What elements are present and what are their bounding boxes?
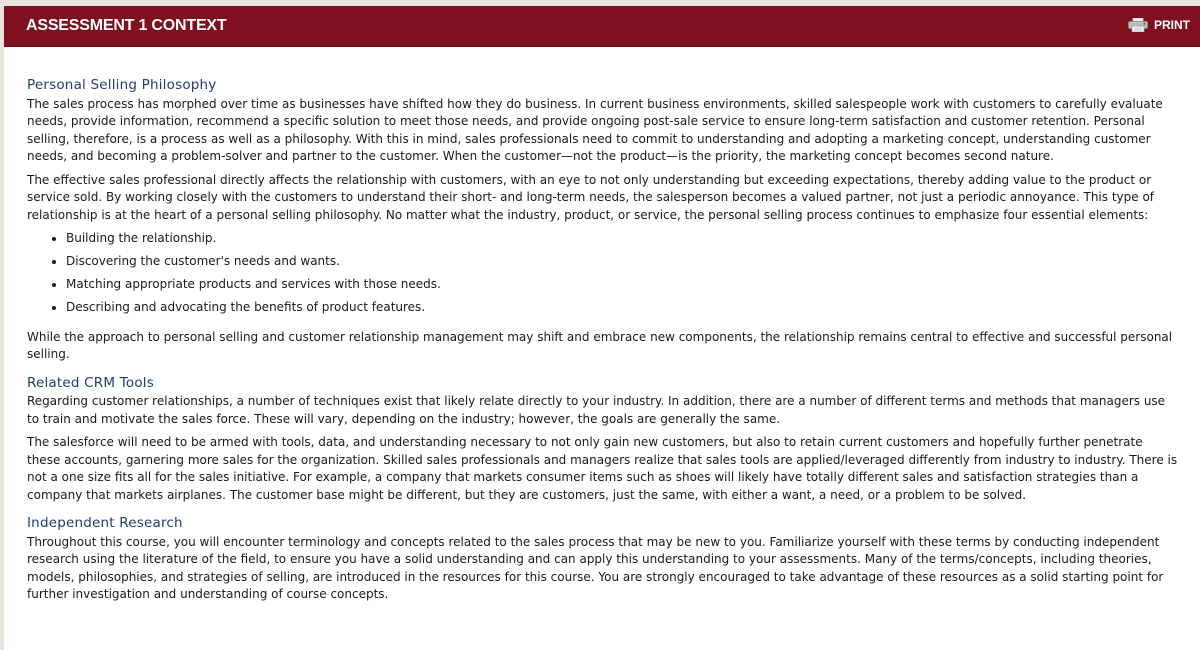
- section-heading: Personal Selling Philosophy: [27, 77, 217, 93]
- print-label: PRINT: [1154, 18, 1190, 32]
- content-body: [4, 47, 1200, 604]
- list-item: • Building the relationship.: [66, 230, 1178, 248]
- list-item: • Discovering the customer's needs and wants.: [66, 253, 1178, 271]
- print-button[interactable]: [1128, 18, 1190, 32]
- paragraph: While the approach to personal selling and customer relationship management may shift and embrace new components, the relationship remains central to effective and successful personal selling.: [27, 329, 1173, 361]
- paragraph: The salesforce will need to be armed with tools, data, and understanding necessary to not only gain new customers, but also to retain current customers and hopefully further penetrate these accounts, garnering more sales for the organization. Skilled sales professionals and managers realize that sales tools are applied/leveraged differently from industry to industry. There is not a one size fits all for the sales initiative. For example, a company that markets consumer items such as shoes will likely have totally different sales and satisfaction strategies than a company that markets airplanes. The customer base might be different, but they are customers, just the same, with either a want, a need, or a problem to be solved.: [27, 435, 1178, 502]
- elements-list: [27, 230, 1178, 317]
- paragraph: The effective sales professional directly affects the relationship with customers, with an eye to not only understanding but exceeding expectations, thereby adding value to the product or service sold. By working closely with the customers to understand their short- and long-term needs, the salesperson becomes a valued partner, not just a periodic annoyance. This type of relationship is at the heart of a personal selling philosophy. No matter what the industry, product, or service, the personal selling process continues to emphasize four essential elements:: [27, 172, 1155, 222]
- section-independent-research: [27, 515, 1178, 604]
- section-crm-tools: [27, 375, 1178, 505]
- assessment-panel: [4, 6, 1200, 650]
- paragraph: Regarding customer relationships, a number of techniques exist that likely relate directly to your industry. In addition, there are a number of different terms and methods that managers use to train and motivate the sales force. These will vary, depending on the industry; however, the goals are generally the same.: [27, 394, 1166, 426]
- list-item: • Matching appropriate products and services with those needs.: [66, 276, 1178, 294]
- printer-icon: [1128, 18, 1148, 32]
- section-heading: Related CRM Tools: [27, 374, 154, 391]
- paragraph: The sales process has morphed over time as businesses have shifted how they do business. In current business environments, skilled salespeople work with customers to carefully evaluate needs, provide information, recommend a specific solution to meet those needs, and provide ongoing post-sale service to ensure long-term satisfaction and customer retention. Personal selling, therefore, is a process as well as a philosophy. With this in mind, sales professionals need to commit to understanding and adopting a marketing concept, understanding customer needs, and becoming a problem-solver and partner to the customer. When the customer—not the product—is the priority, the marketing concept becomes second nature.: [27, 96, 1163, 163]
- list-item: • Describing and advocating the benefits of product features.: [66, 299, 1178, 317]
- header-bar: [4, 6, 1200, 47]
- section-personal-selling: [27, 77, 1178, 364]
- paragraph: Throughout this course, you will encounter terminology and concepts related to the sales process that may be new to you. Familiarize yourself with these terms by conducting independent research using the literature of the field, to ensure you have a solid understanding and can apply this understanding to your assessments. Many of the terms/concepts, including theories, models, philosophies, and strategies of selling, are introduced in the resources for this course. You are strongly encouraged to take advantage of these resources as a solid starting point for further investigation and understanding of course concepts.: [27, 534, 1164, 601]
- page-title: ASSESSMENT 1 CONTEXT: [26, 17, 227, 34]
- section-heading: Independent Research: [27, 515, 183, 531]
